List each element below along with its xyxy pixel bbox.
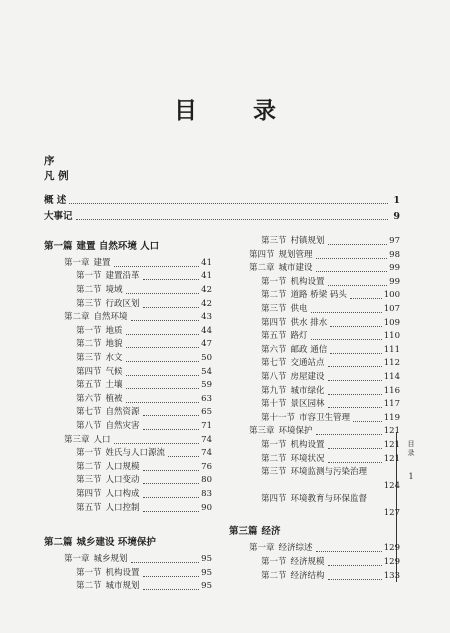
- entry-name: 房屋建设: [290, 372, 325, 382]
- entry-number: 第十一节: [261, 412, 296, 423]
- entry-name: 经济结构: [290, 570, 325, 581]
- entry-label: [76, 285, 123, 296]
- toc-section[interactable]: [261, 386, 400, 397]
- entry-name: 城乡建设 环境保护: [76, 537, 156, 549]
- entry-number: 第七节: [76, 407, 102, 418]
- toc-chapter[interactable]: [64, 312, 212, 323]
- entry-number: 第六节: [261, 344, 287, 355]
- entry-name: 植被: [105, 393, 123, 404]
- entry-label: [76, 503, 140, 514]
- entry-label: [261, 571, 325, 582]
- entry-name: 机构设置: [105, 567, 140, 578]
- entry-name: 市容卫生管理: [299, 412, 351, 423]
- entry-name: 供电: [290, 304, 308, 314]
- chronicle-entry[interactable]: [44, 211, 400, 222]
- entry-number: 第五节: [261, 331, 287, 342]
- toc-section[interactable]: [261, 345, 400, 356]
- entry-number: 第一章: [64, 257, 90, 268]
- toc-section[interactable]: [261, 454, 400, 465]
- entry-page: 129: [383, 556, 400, 567]
- entry-page: 76: [201, 461, 212, 472]
- entry-name: 供水 排水: [290, 317, 328, 328]
- entry-name: 城乡规划: [93, 554, 128, 565]
- entry-name: 环境教育与环保监督: [290, 494, 368, 505]
- entry-name: 景区园林: [290, 399, 325, 410]
- leader-dots: [143, 588, 200, 590]
- entry-number: 第四节: [76, 366, 102, 377]
- entry-number: 第三节: [261, 304, 287, 314]
- leader-dots: [143, 575, 200, 577]
- entry-page: 114: [383, 372, 400, 382]
- toc-title: 目 录: [173, 97, 300, 124]
- leader-dots: [114, 265, 200, 267]
- entry-name: 姓氏与人口源流: [105, 448, 166, 459]
- entry-number: 第二节: [76, 339, 102, 350]
- leader-dots: [328, 461, 382, 463]
- entry-name: 环境状况: [290, 453, 325, 464]
- entry-page: 95: [201, 567, 212, 578]
- entry-name: 建置沿革: [105, 271, 140, 282]
- entry-page: 71: [201, 420, 212, 431]
- toc-section[interactable]: [76, 367, 212, 378]
- leader-dots: [330, 352, 382, 354]
- toc-section[interactable]: [261, 290, 400, 301]
- entry-page: 9: [393, 211, 400, 222]
- entry-name: 规划管理: [278, 249, 313, 260]
- toc-section[interactable]: [261, 557, 400, 568]
- entry-number: 第一节: [76, 271, 102, 282]
- entry-number: 第四节: [249, 249, 275, 260]
- entry-name: 城市绿化: [290, 385, 325, 396]
- toc-section[interactable]: [261, 331, 400, 342]
- entry-number: 第一节: [76, 567, 102, 578]
- entry-number: 第一节: [76, 325, 102, 336]
- leader-dots: [126, 333, 200, 335]
- leader-dots: [328, 243, 388, 245]
- entry-label: [229, 526, 281, 537]
- entry-name: 自然环境: [93, 312, 128, 323]
- leader-dots: [316, 550, 382, 552]
- entry-name: 人口: [93, 434, 111, 445]
- toc-section[interactable]: [261, 318, 400, 329]
- entry-page: 110: [383, 331, 400, 342]
- leader-dots: [143, 414, 200, 416]
- side-tab-label: 目 录: [407, 440, 415, 457]
- entry-label: [64, 554, 128, 565]
- entry-label: [261, 345, 327, 356]
- entry-number: 第一节: [261, 276, 287, 287]
- toc-chapter[interactable]: [64, 435, 212, 446]
- toc-section[interactable]: [261, 494, 400, 505]
- toc-section[interactable]: [76, 581, 212, 592]
- entry-page: 74: [201, 434, 212, 445]
- toc-part[interactable]: [44, 241, 212, 252]
- entry-number: 第三章: [64, 434, 90, 445]
- overview-entry[interactable]: [44, 195, 400, 206]
- leader-dots: [328, 393, 382, 395]
- leader-dots: [328, 406, 382, 408]
- toc-section[interactable]: [261, 277, 400, 288]
- entry-label: [64, 435, 111, 446]
- entry-page: 41: [201, 257, 212, 268]
- leader-dots: [143, 496, 200, 498]
- entry-name: 邮政 通信: [290, 344, 328, 355]
- entry-label: [261, 557, 325, 568]
- entry-label: [261, 413, 350, 424]
- toc-section[interactable]: [261, 372, 400, 383]
- entry-label: [76, 489, 140, 500]
- leader-dots: [114, 442, 200, 444]
- toc-section[interactable]: [76, 448, 212, 459]
- entry-page: 99: [389, 263, 400, 274]
- leader-dots: [370, 475, 388, 476]
- leader-dots: [69, 202, 388, 204]
- toc-section[interactable]: [76, 353, 212, 364]
- entry-name: 自然资源: [105, 407, 140, 418]
- entry-page: 121: [383, 440, 400, 450]
- leader-dots: [353, 420, 382, 422]
- entry-page: 44: [201, 325, 212, 336]
- entry-number: 第三节: [76, 298, 102, 309]
- preface-entry[interactable]: 序: [44, 155, 55, 167]
- page-number: 1: [408, 472, 414, 481]
- entry-name: 人口构成: [105, 488, 140, 499]
- entry-name: 机构设置: [290, 440, 325, 450]
- leader-dots: [126, 401, 200, 403]
- entry-page: 98: [389, 249, 400, 260]
- entry-number: 第五节: [76, 380, 102, 391]
- leader-dots: [316, 433, 382, 435]
- entry-label: [261, 454, 325, 465]
- entry-label: [261, 318, 327, 329]
- entry-label: [76, 407, 140, 418]
- entry-name: 建置 自然环境 人口: [76, 240, 160, 252]
- entry-name: 环境保护: [278, 426, 313, 437]
- toc-section[interactable]: [76, 380, 212, 391]
- toc-section[interactable]: [76, 503, 212, 514]
- entry-label: [76, 353, 123, 364]
- entry-name: 人口控制: [105, 502, 140, 513]
- leader-dots: [126, 360, 200, 362]
- entry-label: [76, 448, 165, 459]
- entry-page: 90: [201, 502, 212, 513]
- entry-number: 第二节: [76, 284, 102, 295]
- entry-page: 1: [393, 195, 400, 206]
- entry-name: 自然灾害: [105, 420, 140, 431]
- entry-name: 城市规划: [105, 581, 140, 592]
- entry-number: 第七节: [261, 358, 287, 369]
- toc-chapter[interactable]: [249, 250, 400, 261]
- entry-number: 第四节: [261, 494, 287, 505]
- toc-section[interactable]: [76, 568, 212, 579]
- entry-page: 133: [383, 570, 400, 581]
- leader-dots: [76, 218, 388, 220]
- entry-number: 第三节: [76, 352, 102, 363]
- leader-dots: [328, 284, 388, 286]
- entry-number: 第一节: [261, 556, 287, 567]
- entry-number: 第三节: [261, 236, 287, 246]
- toc-section[interactable]: [261, 467, 400, 478]
- toc-chapter[interactable]: [64, 554, 212, 565]
- toc-section[interactable]: [76, 475, 212, 486]
- entry-page: 41: [201, 271, 212, 282]
- entry-page: 42: [201, 298, 212, 309]
- entry-page: 54: [201, 366, 212, 377]
- entry-page: 47: [201, 339, 212, 350]
- entry-number: 第一节: [261, 440, 287, 450]
- leader-dots: [143, 306, 200, 308]
- entry-page: 107: [383, 304, 400, 314]
- entry-number: 第八节: [261, 372, 287, 382]
- toc-section[interactable]: [261, 304, 400, 315]
- leader-dots: [316, 257, 388, 259]
- entry-page: 95: [201, 581, 212, 592]
- entry-label: [64, 312, 128, 323]
- leader-dots: [131, 319, 200, 321]
- entry-number: 第二节: [261, 290, 287, 301]
- entry-label: [261, 494, 367, 505]
- entry-page: 111: [383, 344, 400, 355]
- entry-page: 121: [383, 453, 400, 464]
- toc-section[interactable]: [76, 489, 212, 500]
- toc-section[interactable]: [261, 413, 400, 424]
- entry-number: 第八节: [76, 420, 102, 431]
- entry-number: 第二章: [249, 263, 275, 274]
- toc-part[interactable]: [44, 537, 212, 548]
- toc-section[interactable]: [76, 285, 212, 296]
- leader-dots: [131, 561, 200, 563]
- leader-dots: [311, 338, 382, 340]
- entry-page: 116: [383, 385, 400, 396]
- entry-name: 环境监测与污染治理: [290, 467, 368, 478]
- entry-name: 机构设置: [290, 276, 325, 287]
- toc-section[interactable]: [76, 339, 212, 350]
- entry-label: [261, 290, 347, 301]
- entry-page: 63: [201, 393, 212, 404]
- entry-label: 大事记: [44, 211, 73, 222]
- entry-page: 121: [383, 426, 400, 437]
- leader-dots: [316, 270, 388, 272]
- entry-number: 第九节: [261, 385, 287, 396]
- entry-number: 第三章: [249, 426, 275, 437]
- leader-dots: [143, 482, 200, 484]
- notes-entry[interactable]: 凡 例: [44, 170, 69, 182]
- leader-dots: [143, 428, 200, 430]
- entry-name: 交通站点: [290, 358, 325, 369]
- entry-number: 第二节: [261, 570, 287, 581]
- leader-dots: [126, 374, 200, 376]
- entry-name: 村镇规划: [290, 236, 325, 246]
- entry-number: 第三篇: [229, 526, 258, 538]
- entry-page: 127: [383, 508, 400, 518]
- toc-entry-continuation[interactable]: [229, 481, 400, 492]
- entry-name: 建置: [93, 257, 111, 268]
- toc-section[interactable]: [76, 394, 212, 405]
- leader-dots: [126, 292, 200, 294]
- entry-page: 95: [201, 554, 212, 565]
- entry-page: 65: [201, 407, 212, 418]
- leader-dots: [143, 469, 200, 471]
- entry-number: 第四节: [76, 488, 102, 499]
- entry-name: 路灯: [290, 331, 308, 342]
- leader-dots: [143, 510, 200, 512]
- entry-page: 117: [383, 399, 400, 410]
- entry-label: [76, 421, 140, 432]
- entry-number: 第六节: [76, 393, 102, 404]
- leader-dots: [126, 387, 200, 389]
- toc-section[interactable]: [76, 462, 212, 473]
- entry-number: 第一章: [64, 554, 90, 565]
- entry-number: 第二篇: [44, 537, 73, 549]
- entry-label: [44, 537, 156, 548]
- entry-number: 第二节: [76, 461, 102, 472]
- entry-name: 人口规模: [105, 461, 140, 472]
- entry-label: [76, 367, 123, 378]
- leader-dots: [143, 278, 200, 280]
- entry-name: 地质: [105, 325, 123, 336]
- leader-dots: [311, 311, 382, 313]
- leader-dots: [330, 325, 382, 327]
- toc-section[interactable]: [261, 358, 400, 369]
- entry-page: 80: [201, 475, 212, 486]
- entry-number: 第二章: [64, 312, 90, 323]
- toc-section[interactable]: [76, 421, 212, 432]
- entry-label: [249, 426, 313, 437]
- entry-name: 地貌: [105, 339, 123, 350]
- toc-chapter[interactable]: [249, 543, 400, 554]
- entry-label: [44, 241, 159, 252]
- entry-page: 43: [201, 312, 212, 323]
- entry-page: 119: [383, 412, 400, 423]
- entry-label: [76, 462, 140, 473]
- entry-label: [249, 250, 313, 261]
- entry-label: [76, 299, 140, 310]
- entry-name: 境域: [105, 284, 123, 295]
- leader-dots: [328, 365, 382, 367]
- toc-section[interactable]: [76, 271, 212, 282]
- entry-name: 水文: [105, 352, 123, 363]
- entry-label: [261, 236, 325, 247]
- entry-number: 第一篇: [44, 240, 73, 252]
- entry-number: 第一节: [76, 448, 102, 459]
- leader-dots: [126, 346, 200, 348]
- leader-dots: [370, 502, 388, 503]
- toc-section[interactable]: [261, 571, 400, 582]
- entry-number: 第二节: [76, 581, 102, 592]
- entry-label: [261, 331, 308, 342]
- entry-label: [76, 326, 123, 337]
- entry-page: 83: [201, 488, 212, 499]
- entry-name: 道路 桥梁 码头: [290, 290, 347, 301]
- entry-label: [76, 394, 123, 405]
- toc-section[interactable]: [76, 407, 212, 418]
- entry-number: 第四节: [261, 317, 287, 328]
- side-tab: [396, 432, 423, 582]
- entry-name: 经济规模: [290, 556, 325, 567]
- entry-number: 第五节: [76, 502, 102, 513]
- entry-label: [261, 277, 325, 288]
- leader-dots: [328, 578, 382, 580]
- leader-dots: [328, 447, 382, 449]
- entry-label: [76, 339, 123, 350]
- toc-section[interactable]: [76, 299, 212, 310]
- entry-name: 土壤: [105, 380, 123, 391]
- entry-label: [261, 386, 325, 397]
- entry-label: [76, 581, 140, 592]
- entry-label: [76, 568, 140, 579]
- entry-page: 112: [383, 358, 400, 369]
- toc-part[interactable]: [229, 526, 400, 537]
- entry-number: 第十节: [261, 399, 287, 410]
- entry-label: [261, 372, 325, 383]
- entry-page: 99: [389, 276, 400, 287]
- toc-chapter[interactable]: [249, 426, 400, 437]
- entry-label: [249, 543, 313, 554]
- entry-name: 气候: [105, 366, 123, 377]
- entry-page: 100: [383, 290, 400, 301]
- entry-number: 第二节: [261, 453, 287, 464]
- entry-page: 97: [389, 236, 400, 246]
- entry-name: 经济: [261, 526, 281, 538]
- entry-page: 59: [201, 380, 212, 391]
- entry-label: [249, 263, 313, 274]
- toc-section[interactable]: [261, 236, 400, 247]
- entry-number: 第三节: [76, 475, 102, 486]
- entry-page: 124: [383, 480, 400, 491]
- leader-dots: [328, 379, 382, 381]
- entry-label: [76, 271, 140, 282]
- entry-page: 129: [383, 543, 400, 554]
- entry-page: 42: [201, 284, 212, 295]
- leader-dots: [168, 455, 199, 457]
- entry-name: 城市建设: [278, 263, 313, 274]
- entry-label: [261, 358, 325, 369]
- toc-chapter[interactable]: [249, 263, 400, 274]
- entry-name: 行政区划: [105, 298, 140, 309]
- entry-label: [261, 399, 325, 410]
- entry-label: [76, 380, 123, 391]
- entry-name: 经济综述: [278, 543, 313, 554]
- entry-label: [261, 467, 367, 478]
- leader-dots: [350, 297, 382, 299]
- entry-label: [261, 304, 308, 315]
- entry-label: [261, 440, 325, 451]
- entry-number: 第一章: [249, 543, 275, 554]
- entry-label: 概 述: [44, 195, 67, 206]
- toc-section[interactable]: [76, 326, 212, 337]
- entry-number: 第三节: [261, 467, 287, 478]
- entry-page: 109: [383, 317, 400, 328]
- toc-section[interactable]: [261, 440, 400, 451]
- toc-chapter[interactable]: [64, 258, 212, 269]
- entry-label: [64, 258, 111, 269]
- leader-dots: [328, 564, 382, 566]
- toc-entry-continuation[interactable]: [229, 508, 400, 519]
- toc-section[interactable]: [261, 399, 400, 410]
- entry-label: [76, 475, 140, 486]
- entry-name: 人口变动: [105, 475, 140, 486]
- entry-page: 50: [201, 352, 212, 363]
- entry-page: 74: [201, 448, 212, 459]
